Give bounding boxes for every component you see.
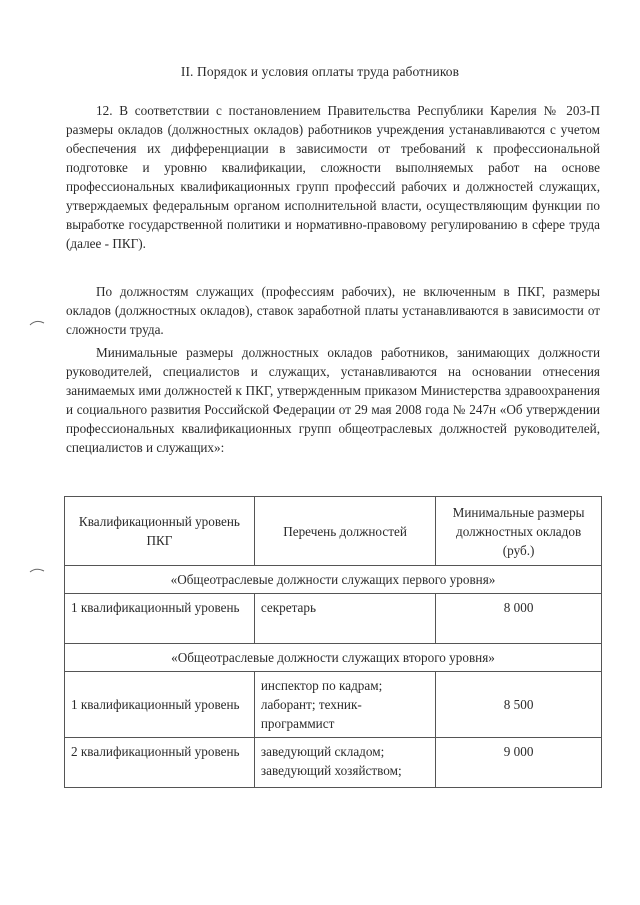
cell-salary: 9 000 <box>436 738 602 788</box>
cell-positions: инспектор по кадрам; лаборант; техник-программист <box>254 672 435 738</box>
group-row <box>65 644 602 672</box>
paragraph-min-salaries: Минимальные размеры должностных окладов работников, занимающих должности руководителей, специалистов и служащих, устанавливаются на основании отнесения занимаемых ими должностей к ПКГ, утвержденным приказом Министерства здравоохранения и социального развития Российской Федерации от 29 мая 2008 года № 247н «Об утверждении профессиональных квалификационных групп общеотраслевых должностей руководителей, специалистов и служащих»: <box>66 345 600 455</box>
cell-level: 2 квалификационный уровень <box>65 738 255 788</box>
table-header-row <box>65 497 602 566</box>
cell-level: 1 квалификационный уровень <box>65 594 255 644</box>
cell-salary: 8 000 <box>436 594 602 644</box>
group-row <box>65 566 602 594</box>
table-row <box>65 738 602 788</box>
paragraph-pkg-basis: 12. В соответствии с постановлением Правительства Республики Карелия № 203-П размеры окладов (должностных окладов) работников учреждения устанавливаются с учетом обеспечения их дифференциации в зависимости от требований к профессиональной подготовке и уровню квалификации, сложности выполняемых работ на основе профессиональных квалификационных групп профессий рабочих и должностей служащих, утверждаемых федеральным органом исполнительной власти, осуществляющим функции по выработке государственной политики и нормативно-правовому регулированию в сфере труда (далее - ПКГ). <box>66 103 600 251</box>
salary-table <box>64 496 602 788</box>
scan-mark <box>30 321 44 325</box>
cell-salary: 8 500 <box>436 672 602 738</box>
table-row <box>65 594 602 644</box>
header-positions: Перечень должностей <box>254 497 435 566</box>
group-title: «Общеотраслевые должности служащих первого уровня» <box>65 566 602 594</box>
paragraph-non-pkg: По должностям служащих (профессиям рабочих), не включенным в ПКГ, размеры окладов (должностных окладов), ставок заработной платы устанавливаются в зависимости от сложности труда. <box>66 284 600 337</box>
group-title: «Общеотраслевые должности служащих второго уровня» <box>65 644 602 672</box>
cell-positions: заведующий складом; заведующий хозяйством; <box>254 738 435 788</box>
table-row <box>65 672 602 738</box>
section-title: II. Порядок и условия оплаты труда работников <box>180 64 460 79</box>
cell-level: 1 квалификационный уровень <box>65 672 255 738</box>
cell-positions: секретарь <box>254 594 435 644</box>
header-level: Квалификационный уровень ПКГ <box>65 497 255 566</box>
header-salary: Минимальные размеры должностных окладов (руб.) <box>436 497 602 566</box>
scan-mark <box>30 569 44 572</box>
